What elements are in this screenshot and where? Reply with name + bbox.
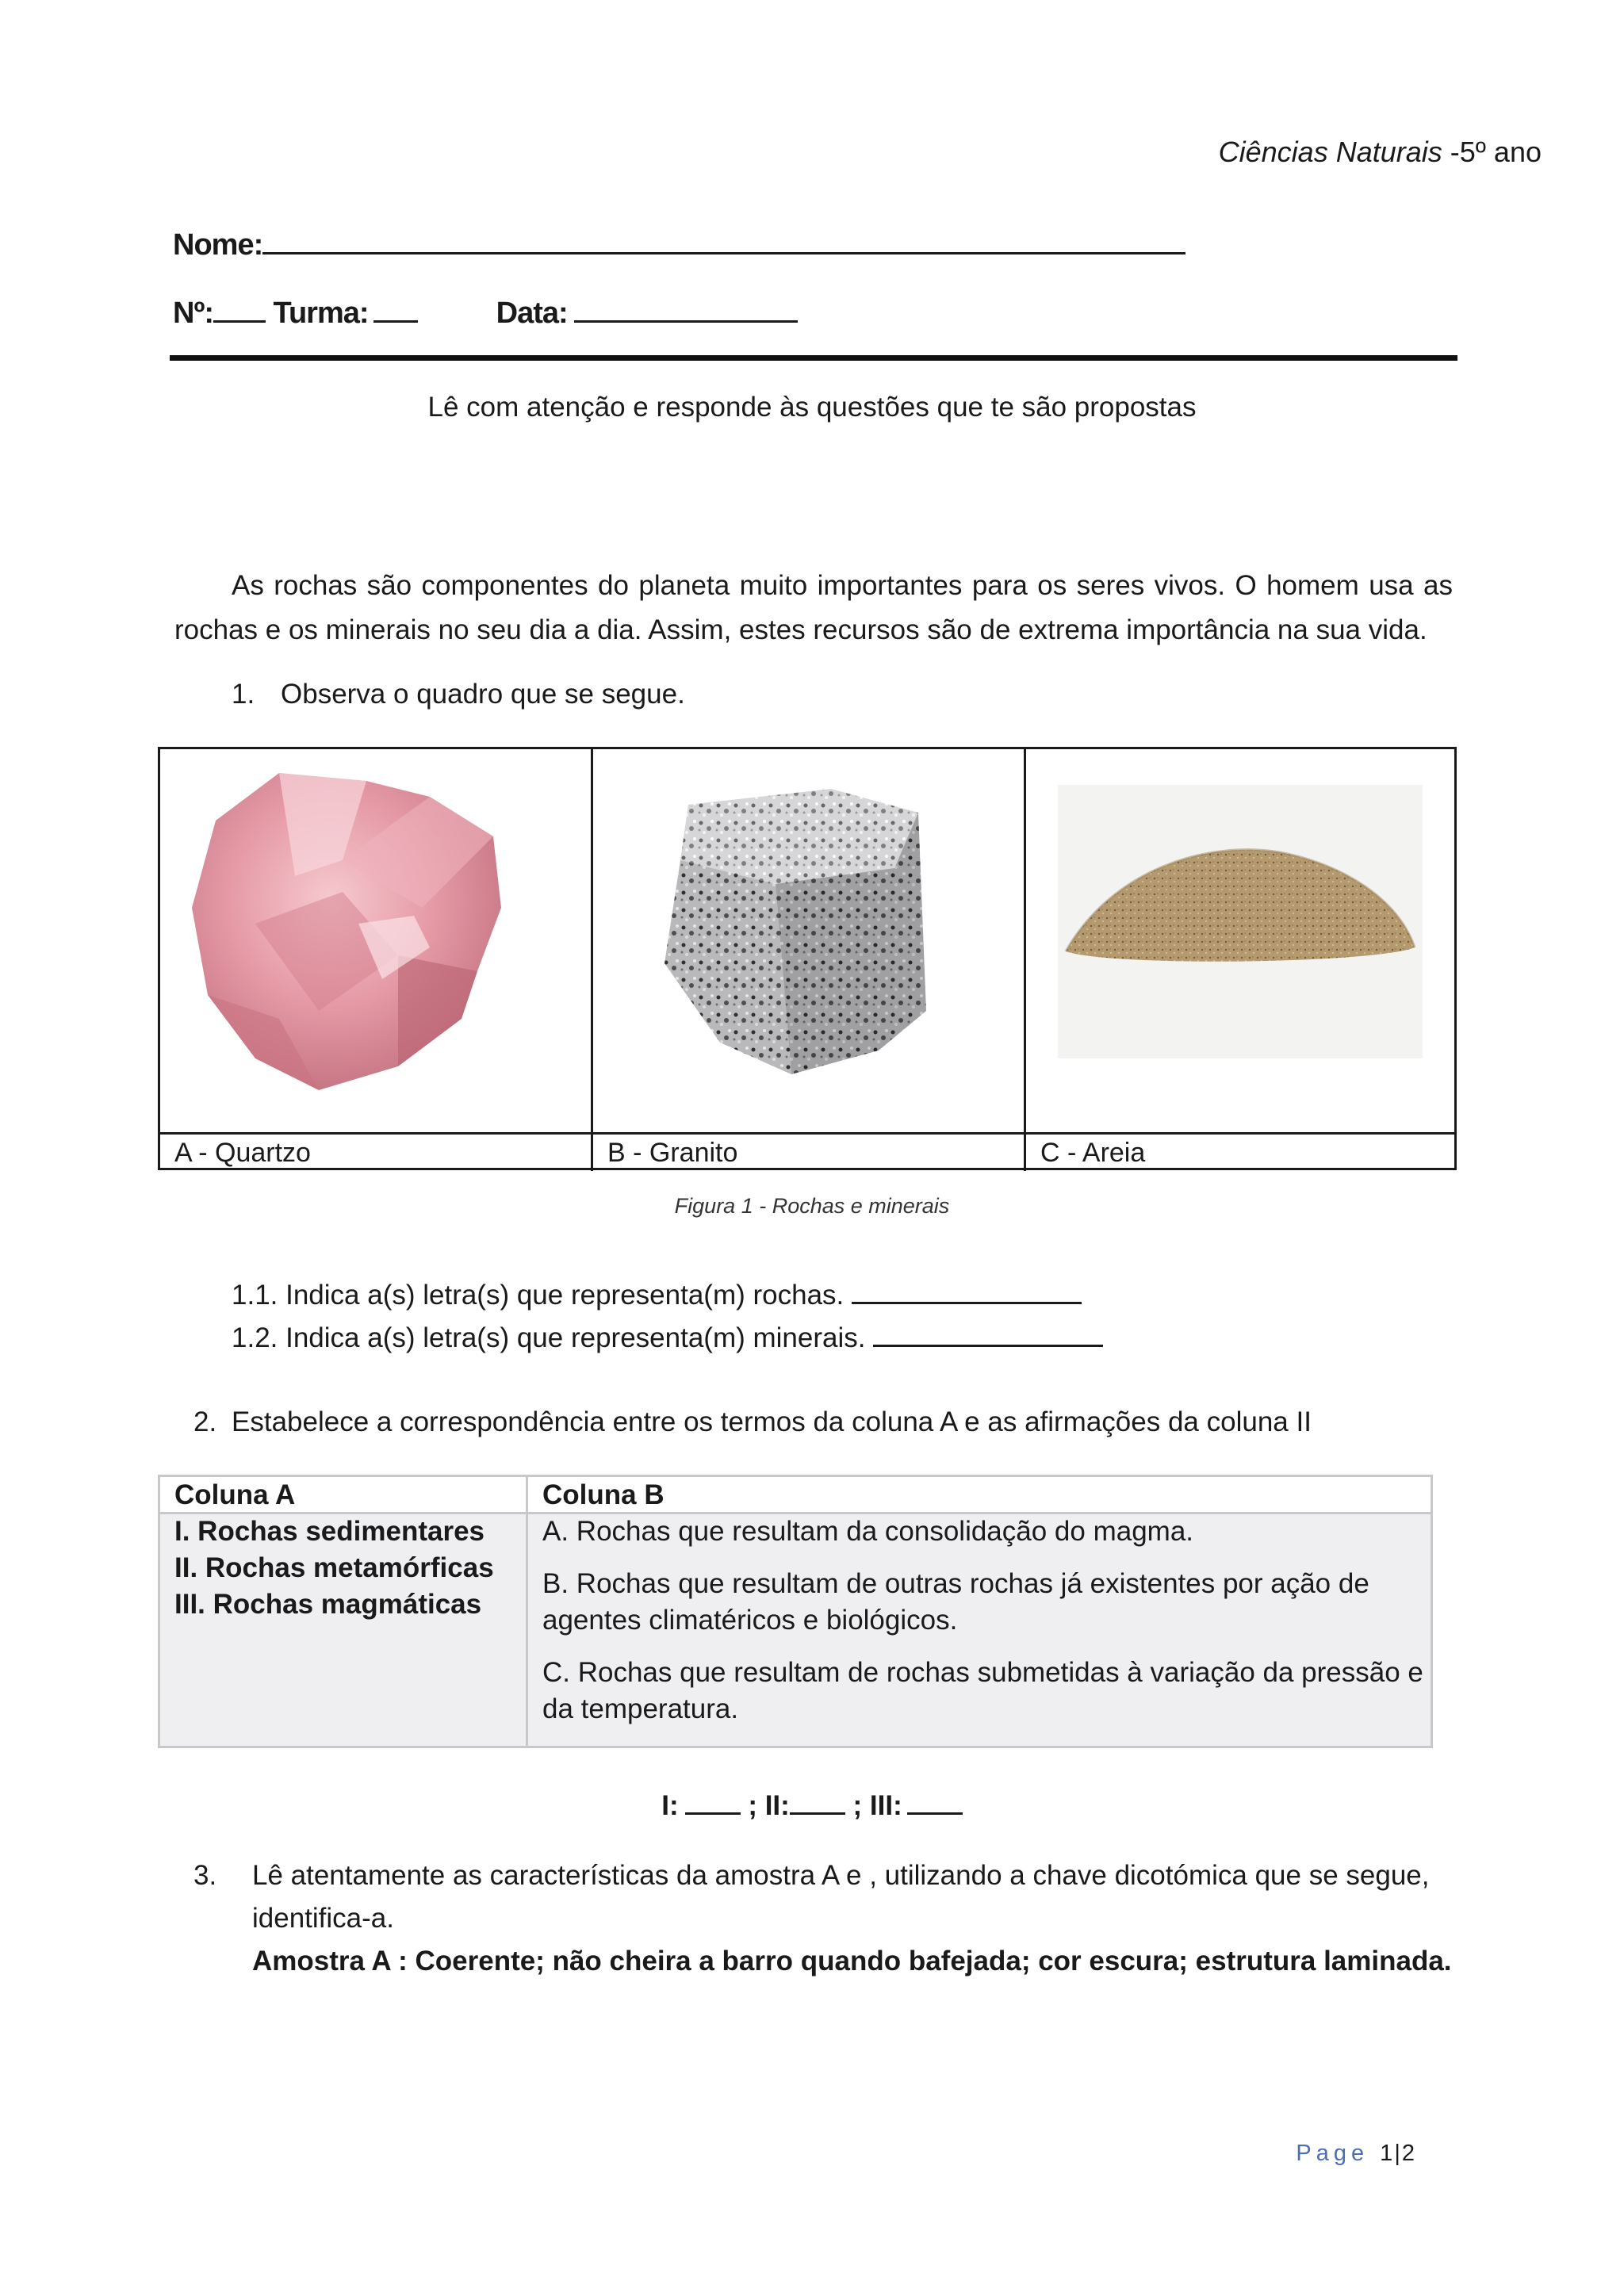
quartz-image [160,749,588,1130]
caption-quartz: A - Quartzo [160,1135,593,1171]
student-info-row [173,292,798,331]
intro-line-2: rochas e os minerais no seu dia a dia. Assim, estes recursos são de extrema importância na sua vida. [174,614,1427,645]
matching-table-body [160,1514,1431,1746]
sand-image [1026,749,1454,1130]
number-blank[interactable] [213,292,266,323]
name-field[interactable]: Nome: [173,224,1185,262]
figure-table [158,747,1457,1170]
date-blank[interactable] [574,292,798,323]
caption-sand: C - Areia [1040,1138,1146,1168]
q2-text: Estabelece a correspondência entre os termos da coluna A e as afirmações da coluna II [232,1406,1312,1437]
q1-text: Observa o quadro que se segue. [281,679,685,710]
class-label: Turma: [273,297,369,330]
figure-caption: Figura 1 - Rochas e minerais [674,1194,950,1218]
answer-i-blank[interactable] [685,1789,741,1815]
q1-1: 1.1. Indica a(s) letra(s) que representa(m) rochas. [232,1278,1082,1313]
col-a-header: Coluna A [174,1479,296,1510]
answer-ii-blank[interactable] [790,1789,845,1815]
matching-table [158,1475,1433,1748]
answer-iii-blank[interactable] [907,1789,963,1815]
col-b-item-c-line-2: da temperatura. [542,1693,739,1724]
figure-caption-row [160,1132,1454,1171]
caption-granite: B - Granito [593,1135,1026,1171]
col-b-item-b-line-2: agentes climatéricos e biológicos. [542,1605,958,1636]
instruction-text: Lê com atenção e responde às questões que te são propostas [427,392,1197,423]
col-b-item-b-line-1: B. Rochas que resultam de outras rochas já existentes por ação de [542,1568,1369,1599]
col-a-item-3: III. Rochas magmáticas [174,1589,482,1620]
date-label: Data: [496,297,568,330]
q1-2-blank[interactable] [873,1321,1103,1347]
col-a-item-1: I. Rochas sedimentares [174,1516,485,1547]
page-footer: Page 1|2 [1296,2141,1416,2166]
figure-cell-c [1026,749,1454,1132]
intro-paragraph [174,564,1453,652]
figure-cell-b [593,749,1026,1132]
col-a-item-2: II. Rochas metamórficas [174,1552,494,1583]
q2-number: 2. [193,1406,217,1437]
granite-image [593,749,1021,1130]
matching-table-header [160,1477,1431,1514]
subject-header: Ciências Naturais -5º ano [1218,136,1542,168]
q3-line-1: Lê atentamente as características da amostra A e , utilizando a chave dicotómica que se segue, [252,1860,1430,1891]
q1-1-blank[interactable] [852,1278,1082,1304]
figure-cell-a [160,749,593,1132]
col-b-header: Coluna B [542,1479,665,1510]
class-blank[interactable] [373,292,418,323]
q2-answer-line: I: ; II: ; III: [0,1789,1624,1823]
header-divider [170,355,1457,361]
col-b-item-a: A. Rochas que resultam da consolidação do magma. [542,1516,1194,1547]
q3-sample: Amostra A : Coerente; não cheira a barro quando bafejada; cor escura; estrutura laminada. [252,1946,1452,1976]
name-blank[interactable] [262,224,1185,254]
col-b-item-c-line-1: C. Rochas que resultam de rochas submetidas à variação da pressão e [542,1657,1423,1688]
matching-table-divider [526,1477,528,1746]
q3-number: 3. [193,1860,217,1891]
number-label: Nº: [173,297,213,330]
q3-line-2: identifica-a. [252,1903,394,1934]
q1-2: 1.2. Indica a(s) letra(s) que representa(m) minerais. [232,1321,1103,1356]
q1-number: 1. [232,679,255,710]
intro-line-1: As rochas são componentes do planeta muito importantes para os seres vivos. O homem usa as [232,570,1453,601]
